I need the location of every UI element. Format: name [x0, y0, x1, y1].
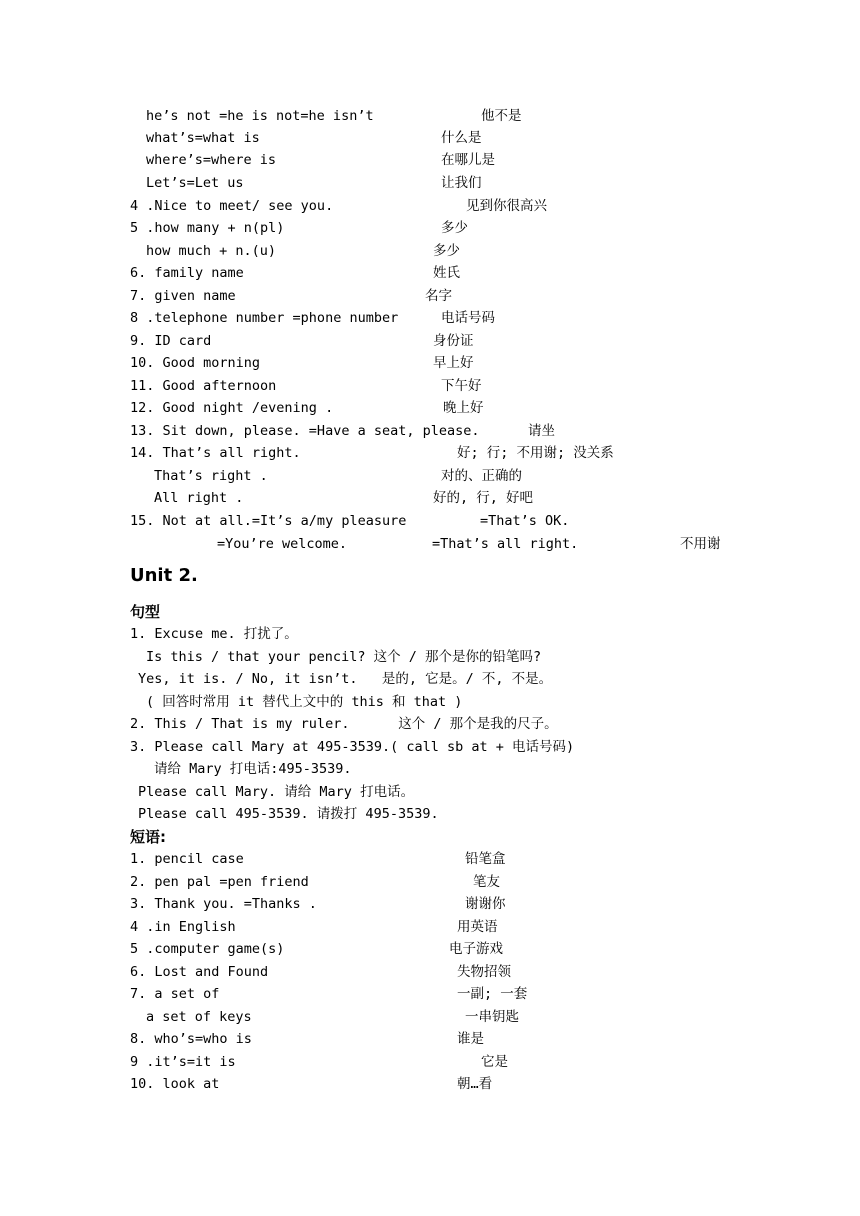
list-item [0, 442, 614, 464]
list-item [0, 465, 522, 487]
list-item [0, 420, 555, 442]
item-chinese: 它是 [481, 1054, 508, 1070]
list-item [0, 330, 474, 352]
list-item [0, 533, 721, 555]
sentence-text: 3. Please call Mary at 495-3539.( call sb at + 电话号码) [130, 739, 575, 755]
item-english: 9 .it’s=it is [130, 1054, 236, 1070]
list-item [0, 1006, 519, 1028]
sentence-line [0, 758, 352, 780]
item-chinese: 铅笔盒 [465, 851, 506, 867]
sentence-text: Yes, it is. / No, it isn’t. 是的, 它是。/ 不, 不是。 [138, 671, 553, 687]
list-item [0, 195, 547, 217]
item-english: 6. family name [130, 265, 244, 281]
list-item [0, 127, 482, 149]
item-english: All right . [154, 490, 244, 506]
list-item [0, 938, 503, 960]
item-chinese: 电子游戏 [449, 941, 503, 957]
list-item [0, 916, 498, 938]
item-chinese: 晚上好 [443, 400, 484, 416]
item-english: 13. Sit down, please. =Have a seat, please. [130, 423, 480, 439]
list-item [0, 983, 528, 1005]
sentence-line [0, 691, 463, 713]
list-item [0, 397, 484, 419]
list-item [0, 893, 506, 915]
list-item [0, 262, 460, 284]
item-english: a set of keys [146, 1009, 252, 1025]
item-english: 11. Good afternoon [130, 378, 277, 394]
item-chinese: 多少 [441, 220, 468, 236]
item-chinese: 一副; 一套 [457, 986, 528, 1002]
item-english: 6. Lost and Found [130, 964, 269, 980]
list-item [0, 217, 468, 239]
item-chinese: 姓氏 [433, 265, 460, 281]
item-english: 5 .how many + n(pl) [130, 220, 285, 236]
sentence-line [0, 668, 553, 690]
item-english: 8 .telephone number =phone number [130, 310, 399, 326]
list-item [0, 240, 460, 262]
item-chinese: 朝…看 [457, 1076, 493, 1092]
item-chinese: 名字 [425, 288, 452, 304]
item-english: where’s=where is [146, 152, 277, 168]
sentence-text: 请给 Mary 打电话:495-3539. [154, 761, 352, 777]
list-item [0, 1051, 508, 1073]
sentence-text: Is this / that your pencil? 这个 / 那个是你的铅笔吗? [146, 649, 542, 665]
item-english: 9. ID card [130, 333, 212, 349]
item-chinese: 多少 [433, 243, 460, 259]
item-chinese: 谢谢你 [465, 896, 506, 912]
sentence-text: Please call Mary. 请给 Mary 打电话。 [138, 784, 415, 800]
section-heading-phrases: 短语: [130, 828, 166, 846]
list-item [0, 961, 511, 983]
item-english-alt: =That’s OK. [480, 513, 570, 529]
item-english: 5 .computer game(s) [130, 941, 285, 957]
item-chinese: 好; 行; 不用谢; 没关系 [457, 445, 614, 461]
list-item [0, 149, 495, 171]
item-english: 4 .Nice to meet/ see you. [130, 198, 334, 214]
sentence-line [0, 781, 415, 803]
list-item [0, 105, 522, 127]
list-item [0, 285, 452, 307]
list-item [0, 352, 474, 374]
item-chinese: 在哪儿是 [441, 152, 495, 168]
list-item [0, 307, 495, 329]
item-english: how much + n.(u) [146, 243, 277, 259]
item-chinese: 对的、正确的 [441, 468, 522, 484]
sentence-text: 2. This / That is my ruler. 这个 / 那个是我的尺子。 [130, 716, 558, 732]
sentence-line [0, 713, 558, 735]
item-english: what’s=what is [146, 130, 260, 146]
item-english: 15. Not at all.=It’s a/my pleasure [130, 513, 407, 529]
sentence-text: ( 回答时常用 it 替代上文中的 this 和 that ) [146, 694, 463, 710]
sentence-line [0, 623, 298, 645]
item-chinese: 一串钥匙 [465, 1009, 519, 1025]
item-chinese: 下午好 [441, 378, 482, 394]
item-english: 7. a set of [130, 986, 220, 1002]
list-item [0, 172, 482, 194]
item-english: Let’s=Let us [146, 175, 244, 191]
item-english: 7. given name [130, 288, 236, 304]
list-item [0, 510, 570, 532]
item-english: 12. Good night /evening . [130, 400, 334, 416]
sentence-text: Please call 495-3539. 请拨打 495-3539. [138, 806, 439, 822]
list-item [0, 848, 506, 870]
item-chinese: 不用谢 [680, 536, 721, 552]
item-english: 3. Thank you. =Thanks . [130, 896, 317, 912]
item-english: =You’re welcome. [217, 536, 348, 552]
item-english: 10. look at [130, 1076, 220, 1092]
item-chinese: 电话号码 [441, 310, 495, 326]
sentence-line [0, 803, 439, 825]
sentence-text: 1. Excuse me. 打扰了。 [130, 626, 298, 642]
list-item [0, 487, 534, 509]
item-chinese: 见到你很高兴 [466, 198, 547, 214]
item-english: 2. pen pal =pen friend [130, 874, 309, 890]
item-english: he’s not =he is not=he isn’t [146, 108, 374, 124]
item-english-alt: =That’s all right. [432, 536, 579, 552]
item-english: 1. pencil case [130, 851, 244, 867]
item-chinese: 好的, 行, 好吧 [433, 490, 534, 506]
list-item [0, 1028, 484, 1050]
list-item [0, 1073, 493, 1095]
list-item [0, 375, 482, 397]
unit-title: Unit 2. [130, 565, 198, 586]
item-chinese: 什么是 [441, 130, 482, 146]
item-english: That’s right . [154, 468, 268, 484]
item-english: 14. That’s all right. [130, 445, 301, 461]
item-chinese: 身份证 [433, 333, 474, 349]
item-english: 10. Good morning [130, 355, 261, 371]
sentence-line [0, 646, 542, 668]
item-chinese: 请坐 [528, 423, 555, 439]
item-chinese: 谁是 [457, 1031, 484, 1047]
item-chinese: 用英语 [457, 919, 498, 935]
item-chinese: 早上好 [433, 355, 474, 371]
item-english: 4 .in English [130, 919, 236, 935]
item-chinese: 他不是 [481, 108, 522, 124]
item-chinese: 笔友 [473, 874, 500, 890]
item-english: 8. who’s=who is [130, 1031, 252, 1047]
item-chinese: 失物招领 [457, 964, 511, 980]
list-item [0, 871, 500, 893]
sentence-line [0, 736, 575, 758]
item-chinese: 让我们 [441, 175, 482, 191]
section-heading-sentences: 句型 [130, 603, 161, 621]
